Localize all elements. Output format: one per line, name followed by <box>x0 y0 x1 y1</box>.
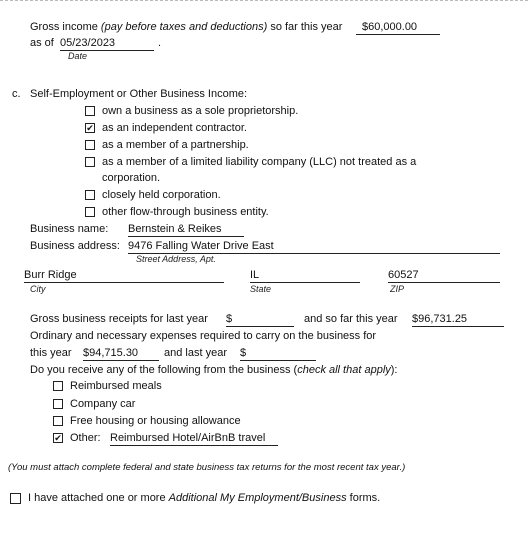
partnership-label: as a member of a partnership. <box>102 139 249 151</box>
independent-contractor-label: as an independent contractor. <box>102 122 247 134</box>
company-car-label: Company car <box>70 398 136 410</box>
benefits-question-end: ): <box>390 364 398 376</box>
reimbursed-meals-label: Reimbursed meals <box>70 380 162 392</box>
additional-forms-text-start: I have attached one or more <box>28 492 166 504</box>
receipts-last-year-field[interactable]: $ <box>226 313 294 327</box>
benefits-question <box>30 364 398 377</box>
expenses-this-year-field[interactable]: $94,715.30 <box>83 347 159 361</box>
expenses-last-year-field[interactable]: $ <box>240 347 316 361</box>
business-address-label: Business address: <box>30 240 120 252</box>
benefits-question-start: Do you receive any of the following from the business ( <box>30 364 298 376</box>
benefits-question-italic: check all that apply <box>297 364 391 376</box>
receipts-last-year-label: Gross business receipts for last year <box>30 313 208 325</box>
expenses-label: Ordinary and necessary expenses required to carry on the business for <box>30 330 377 342</box>
gross-income-label <box>30 21 342 34</box>
business-name-field[interactable]: Bernstein & Reikes <box>128 223 244 237</box>
and-last-year-label: and last year <box>164 347 227 359</box>
llc-checkbox[interactable] <box>85 157 95 167</box>
independent-contractor-checkbox[interactable] <box>85 123 95 133</box>
tax-returns-note: (You must attach complete federal and state business tax returns for the most recent tax year.) <box>8 462 406 473</box>
state-field[interactable]: IL <box>250 269 360 283</box>
street-address-caption: Street Address, Apt. <box>136 254 216 264</box>
state-caption: State <box>250 284 272 294</box>
other-benefit-checkbox[interactable] <box>53 433 63 443</box>
section-c-title: Self-Employment or Other Business Income: <box>30 88 248 100</box>
as-of-period: . <box>158 37 162 49</box>
top-dashed-divider <box>0 0 528 2</box>
flow-through-label: other flow-through business entity. <box>102 206 269 218</box>
company-car-checkbox[interactable] <box>53 399 63 409</box>
business-name-label: Business name: <box>30 223 109 235</box>
other-benefit-label: Other: <box>70 432 101 444</box>
partnership-checkbox[interactable] <box>85 140 95 150</box>
reimbursed-meals-checkbox[interactable] <box>53 381 63 391</box>
additional-forms-text-italic: Additional My Employment/Business <box>168 492 347 504</box>
zip-caption: ZIP <box>390 284 405 294</box>
sole-proprietorship-checkbox[interactable] <box>85 106 95 116</box>
city-caption: City <box>30 284 46 294</box>
gross-income-amount-field[interactable]: $60,000.00 <box>356 21 440 35</box>
additional-forms-label <box>28 492 380 505</box>
additional-forms-checkbox[interactable] <box>10 493 21 504</box>
section-c-marker: c. <box>12 88 21 100</box>
sole-proprietorship-label: own a business as a sole proprietorship. <box>102 105 299 117</box>
as-of-date-field[interactable]: 05/23/2023 <box>60 37 154 51</box>
other-benefit-field[interactable]: Reimbursed Hotel/AirBnB travel <box>110 432 278 446</box>
llc-label: as a member of a limited liability company (LLC) not treated as a <box>102 156 417 168</box>
receipts-this-year-label: and so far this year <box>304 313 398 325</box>
city-field[interactable]: Burr Ridge <box>24 269 224 283</box>
closely-held-checkbox[interactable] <box>85 190 95 200</box>
gross-income-label-end: so far this year <box>270 21 343 33</box>
gross-income-label-start: Gross income <box>30 21 98 33</box>
as-of-label: as of <box>30 37 54 49</box>
checkmark-icon: ✔ <box>54 433 62 443</box>
gross-income-label-italic: (pay before taxes and deductions) <box>100 21 268 33</box>
this-year-label: this year <box>30 347 72 359</box>
closely-held-label: closely held corporation. <box>102 189 221 201</box>
business-address-field[interactable]: 9476 Falling Water Drive East <box>128 240 500 254</box>
additional-forms-text-end: forms. <box>349 492 381 504</box>
zip-field[interactable]: 60527 <box>388 269 500 283</box>
receipts-this-year-field[interactable]: $96,731.25 <box>412 313 504 327</box>
free-housing-label: Free housing or housing allowance <box>70 415 241 427</box>
flow-through-checkbox[interactable] <box>85 207 95 217</box>
free-housing-checkbox[interactable] <box>53 416 63 426</box>
llc-label-continued: corporation. <box>102 172 161 184</box>
checkmark-icon: ✔ <box>86 123 94 133</box>
date-caption: Date <box>68 51 88 61</box>
